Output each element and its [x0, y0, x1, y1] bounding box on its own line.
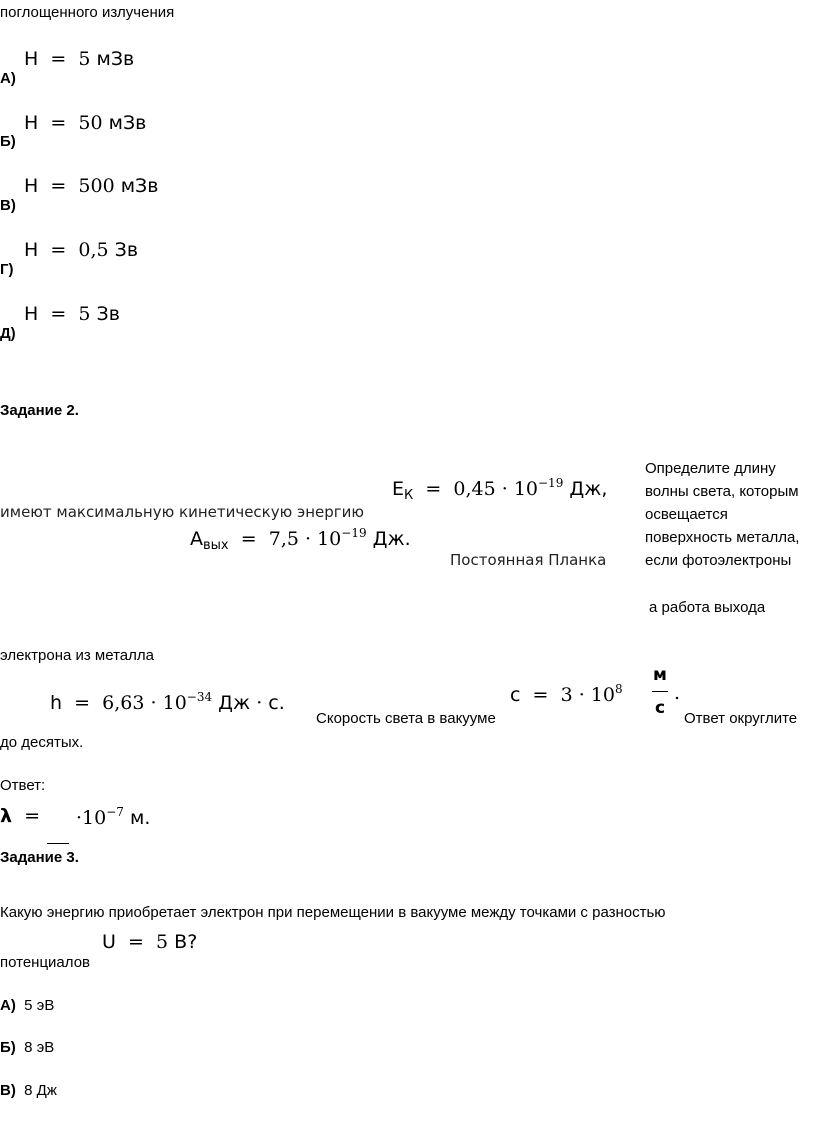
task3-option	[0, 1039, 54, 1057]
option-letter: Г)	[0, 261, 14, 278]
formula-value: 5	[78, 48, 91, 70]
fraction-numerator: м	[653, 665, 667, 685]
formula-var: c	[510, 684, 521, 706]
formula-unit2: с.	[268, 692, 285, 714]
formula-var: H	[24, 239, 39, 261]
formula-var: h	[50, 692, 63, 714]
formula-var: H	[24, 303, 39, 325]
formula-unit: мЗв	[120, 175, 159, 197]
planck-label: Постоянная Планка	[450, 551, 607, 569]
formula-eq: =	[50, 112, 67, 134]
option-text: 8 Дж	[24, 1082, 57, 1099]
right-line: если фотоэлектроны	[645, 552, 792, 569]
formula-var: H	[24, 175, 39, 197]
formula-exp: −19	[341, 526, 367, 540]
formula-exp: −7	[106, 805, 124, 819]
formula-eq: =	[50, 303, 67, 325]
option-letter: В)	[0, 1082, 16, 1099]
potentials-text: потенциалов	[0, 954, 91, 971]
formula-c	[510, 682, 623, 706]
formula-var: H	[24, 112, 39, 134]
formula-base: 10	[162, 692, 187, 714]
fraction-bar	[652, 691, 668, 692]
formula-sub: вых	[203, 538, 229, 553]
option-letter: В)	[0, 197, 16, 214]
formula-h	[50, 690, 285, 714]
formula-answer-tail	[76, 805, 150, 829]
intro-line: поглощенного излучения	[0, 4, 175, 21]
formula-unit: Зв	[114, 239, 139, 261]
option-letter: Б)	[0, 133, 16, 150]
formula-option-c	[24, 175, 158, 197]
formula-var: A	[190, 528, 203, 550]
task3-title: Задание 3.	[0, 849, 79, 866]
right-line: Определите длину	[645, 460, 776, 477]
formula-unit: мЗв	[108, 112, 147, 134]
option-text: 5 эВ	[24, 997, 55, 1014]
formula-var: E	[392, 478, 405, 500]
task3-option	[0, 1082, 57, 1100]
answer-blank[interactable]	[47, 843, 69, 844]
formula-unit: Дж,	[569, 478, 608, 500]
formula-base: 10	[513, 478, 538, 500]
formula-unit: Дж.	[372, 528, 411, 550]
right-line: освещается	[645, 506, 728, 523]
formula-base: 10	[590, 684, 615, 706]
round-text: Ответ округлите	[684, 710, 798, 727]
formula-value: 50	[78, 112, 103, 134]
formula-option-b	[24, 112, 146, 134]
formula-var: λ	[0, 805, 13, 827]
formula-u	[102, 931, 197, 953]
option-letter: Д)	[0, 325, 16, 342]
formula-end: .	[674, 682, 681, 704]
formula-dot: ·	[150, 692, 157, 714]
formula-value: 500	[78, 175, 115, 197]
option-letter: А)	[0, 997, 16, 1014]
formula-mantissa: 7,5	[268, 528, 299, 550]
formula-value: 0,5	[78, 239, 109, 261]
formula-eq: =	[425, 478, 442, 500]
formula-mantissa: 0,45	[453, 478, 496, 500]
speed-label: Скорость света в вакууме	[316, 710, 496, 727]
formula-dot: ·	[76, 807, 83, 829]
formula-eq: =	[74, 692, 91, 714]
electron-text: электрона из металла	[0, 647, 154, 664]
formula-unit: Зв	[96, 303, 120, 325]
formula-dot: ·	[578, 684, 585, 706]
formula-answer	[0, 805, 40, 827]
formula-dot: ·	[501, 478, 508, 500]
option-text: 8 эВ	[24, 1039, 55, 1056]
task2-right-column	[645, 457, 799, 572]
formula-unit: мЗв	[96, 48, 135, 70]
formula-base: 10	[317, 528, 342, 550]
formula-eq: =	[532, 684, 549, 706]
formula-sub: К	[404, 488, 414, 503]
task2-title: Задание 2.	[0, 402, 79, 419]
formula-value: 5	[78, 303, 91, 325]
formula-option-d	[24, 239, 138, 261]
formula-unit: В?	[174, 931, 198, 953]
formula-exp: 8	[614, 682, 623, 696]
formula-dot: ·	[305, 528, 312, 550]
formula-exp: −34	[186, 690, 213, 704]
formula-var: H	[24, 48, 39, 70]
option-letter: А)	[0, 70, 16, 87]
formula-option-e	[24, 303, 120, 325]
formula-var: U	[102, 931, 116, 953]
round-text-2: до десятых.	[0, 734, 84, 751]
formula-eq: =	[50, 239, 67, 261]
formula-dot: ·	[256, 692, 263, 714]
task3-question: Какую энергию приобретает электрон при перемещении в вакууме между точками с разностью	[0, 904, 666, 921]
right-line: волны света, которым	[645, 483, 799, 500]
kinetic-text: имеют максимальную кинетическую энергию	[0, 503, 365, 521]
formula-eq: =	[24, 805, 41, 827]
fraction-denominator: с	[654, 698, 666, 718]
formula-awork	[190, 526, 411, 553]
formula-ek	[392, 476, 607, 503]
formula-eq: =	[50, 48, 67, 70]
formula-eq: =	[240, 528, 257, 550]
option-letter: Б)	[0, 1039, 16, 1056]
work-text: а работа выхода	[649, 599, 766, 616]
formula-mantissa: 3	[560, 684, 573, 706]
formula-value: 5	[156, 931, 169, 953]
formula-mantissa: 6,63	[102, 692, 145, 714]
right-line: поверхность металла,	[645, 529, 800, 546]
task3-option	[0, 997, 54, 1015]
formula-unit: Дж	[218, 692, 251, 714]
formula-eq: =	[50, 175, 67, 197]
formula-option-a	[24, 48, 134, 70]
answer-label: Ответ:	[0, 777, 46, 794]
formula-exp: −19	[538, 476, 564, 490]
formula-eq: =	[128, 931, 144, 953]
formula-base: 10	[82, 807, 107, 829]
formula-unit: м.	[129, 807, 151, 829]
